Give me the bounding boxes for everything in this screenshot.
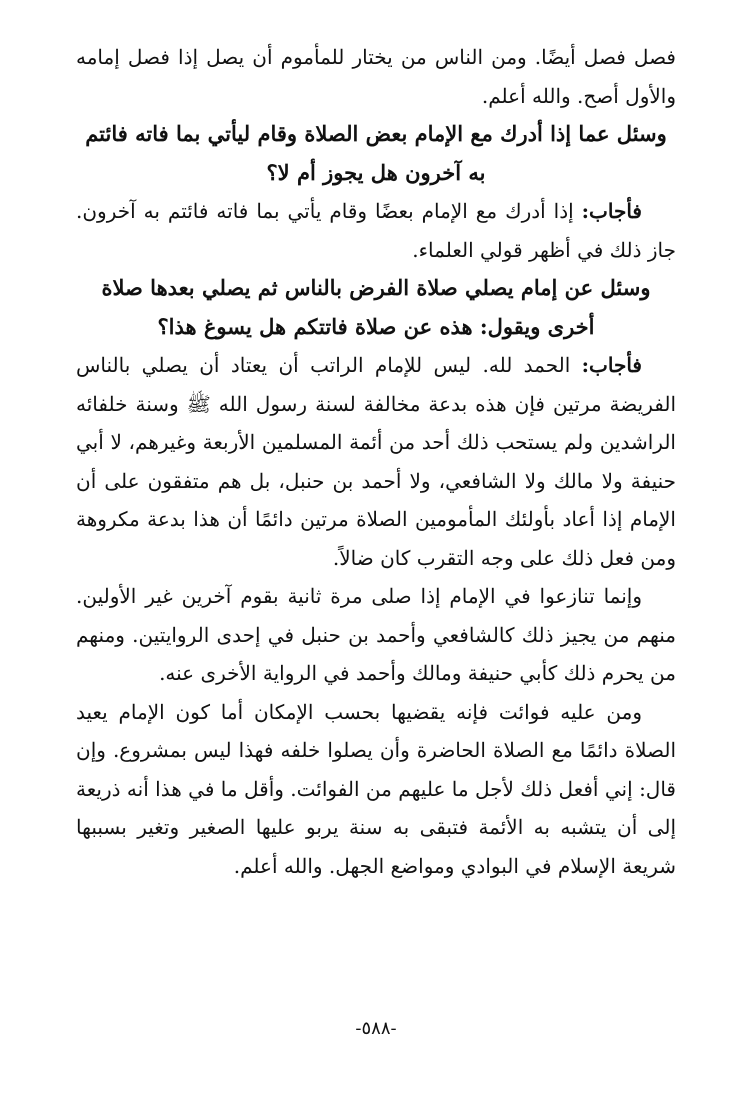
page-body xyxy=(76,38,676,885)
answer-lead: فأجاب: xyxy=(581,199,642,223)
answer-paragraph xyxy=(76,346,676,577)
paragraph-text: ومن عليه فوائت فإنه يقضيها بحسب الإمكان أما كون الإمام يعيد الصلاة دائمًا مع الصلاة الحاضرة وأن يصلوا خلفه فهذا ليس بمشروع. وإن قال: إني أفعل ذلك لأجل ما عليهم من الفوائت. وأقل ما في هذا أنه ذريعة إلى أن يتشبه به الأئمة فتبقى به سنة يربو عليها الصغير وتغير بسببها شريعة الإسلام في البوادي ومواضع الجهل. والله أعلم. xyxy=(76,699,676,878)
body-paragraph xyxy=(76,693,676,886)
answer-text: الحمد لله. ليس للإمام الراتب أن يعتاد أن يصلي بالناس الفريضة مرتين فإن هذه بدعة مخالفة لسنة رسول الله ﷺ وسنة خلفائه الراشدين ولم يستحب ذلك أحد من أئمة المسلمين الأربعة وغيرهم، لا أبي حنيفة ولا مالك ولا الشافعي، ولا أحمد بن حنبل، بل هم متفقون على أن الإمام إذا أعاد بأولئك المأمومين الصلاة مرتين دائمًا أن هذا بدعة مكروهة ومن فعل ذلك على وجه التقرب كان ضالاً. xyxy=(76,353,676,570)
question-text: وسئل عن إمام يصلي صلاة الفرض بالناس ثم يصلي بعدها صلاة أخرى ويقول: هذه عن صلاة فاتتكم هل يسوغ هذا؟ xyxy=(101,275,651,339)
paragraph-text: فصل فصل أيضًا. ومن الناس من يختار للمأموم أن يصل إذا فصل إمامه والأول أصح. والله أعلم. xyxy=(76,45,676,108)
paragraph-continuation xyxy=(76,38,676,115)
question-heading xyxy=(76,269,676,346)
question-heading xyxy=(76,115,676,192)
answer-lead: فأجاب: xyxy=(581,353,642,377)
page-number: -٥٨٨- xyxy=(355,1018,397,1039)
answer-paragraph xyxy=(76,192,676,269)
body-paragraph xyxy=(76,577,676,693)
paragraph-text: وإنما تنازعوا في الإمام إذا صلى مرة ثانية بقوم آخرين غير الأولين. منهم من يجيز ذلك كالشافعي وأحمد بن حنبل في إحدى الروايتين. ومنهم من يحرم ذلك كأبي حنيفة ومالك وأحمد في الرواية الأخرى عنه. xyxy=(76,584,676,685)
answer-text: إذا أدرك مع الإمام بعضًا وقام يأتي بما فاته فائتم به آخرون. جاز ذلك في أظهر قولي العلماء. xyxy=(76,199,676,262)
question-text: وسئل عما إذا أدرك مع الإمام بعض الصلاة وقام ليأتي بما فاته فائتم به آخرون هل يجوز أم لا؟ xyxy=(85,121,667,185)
